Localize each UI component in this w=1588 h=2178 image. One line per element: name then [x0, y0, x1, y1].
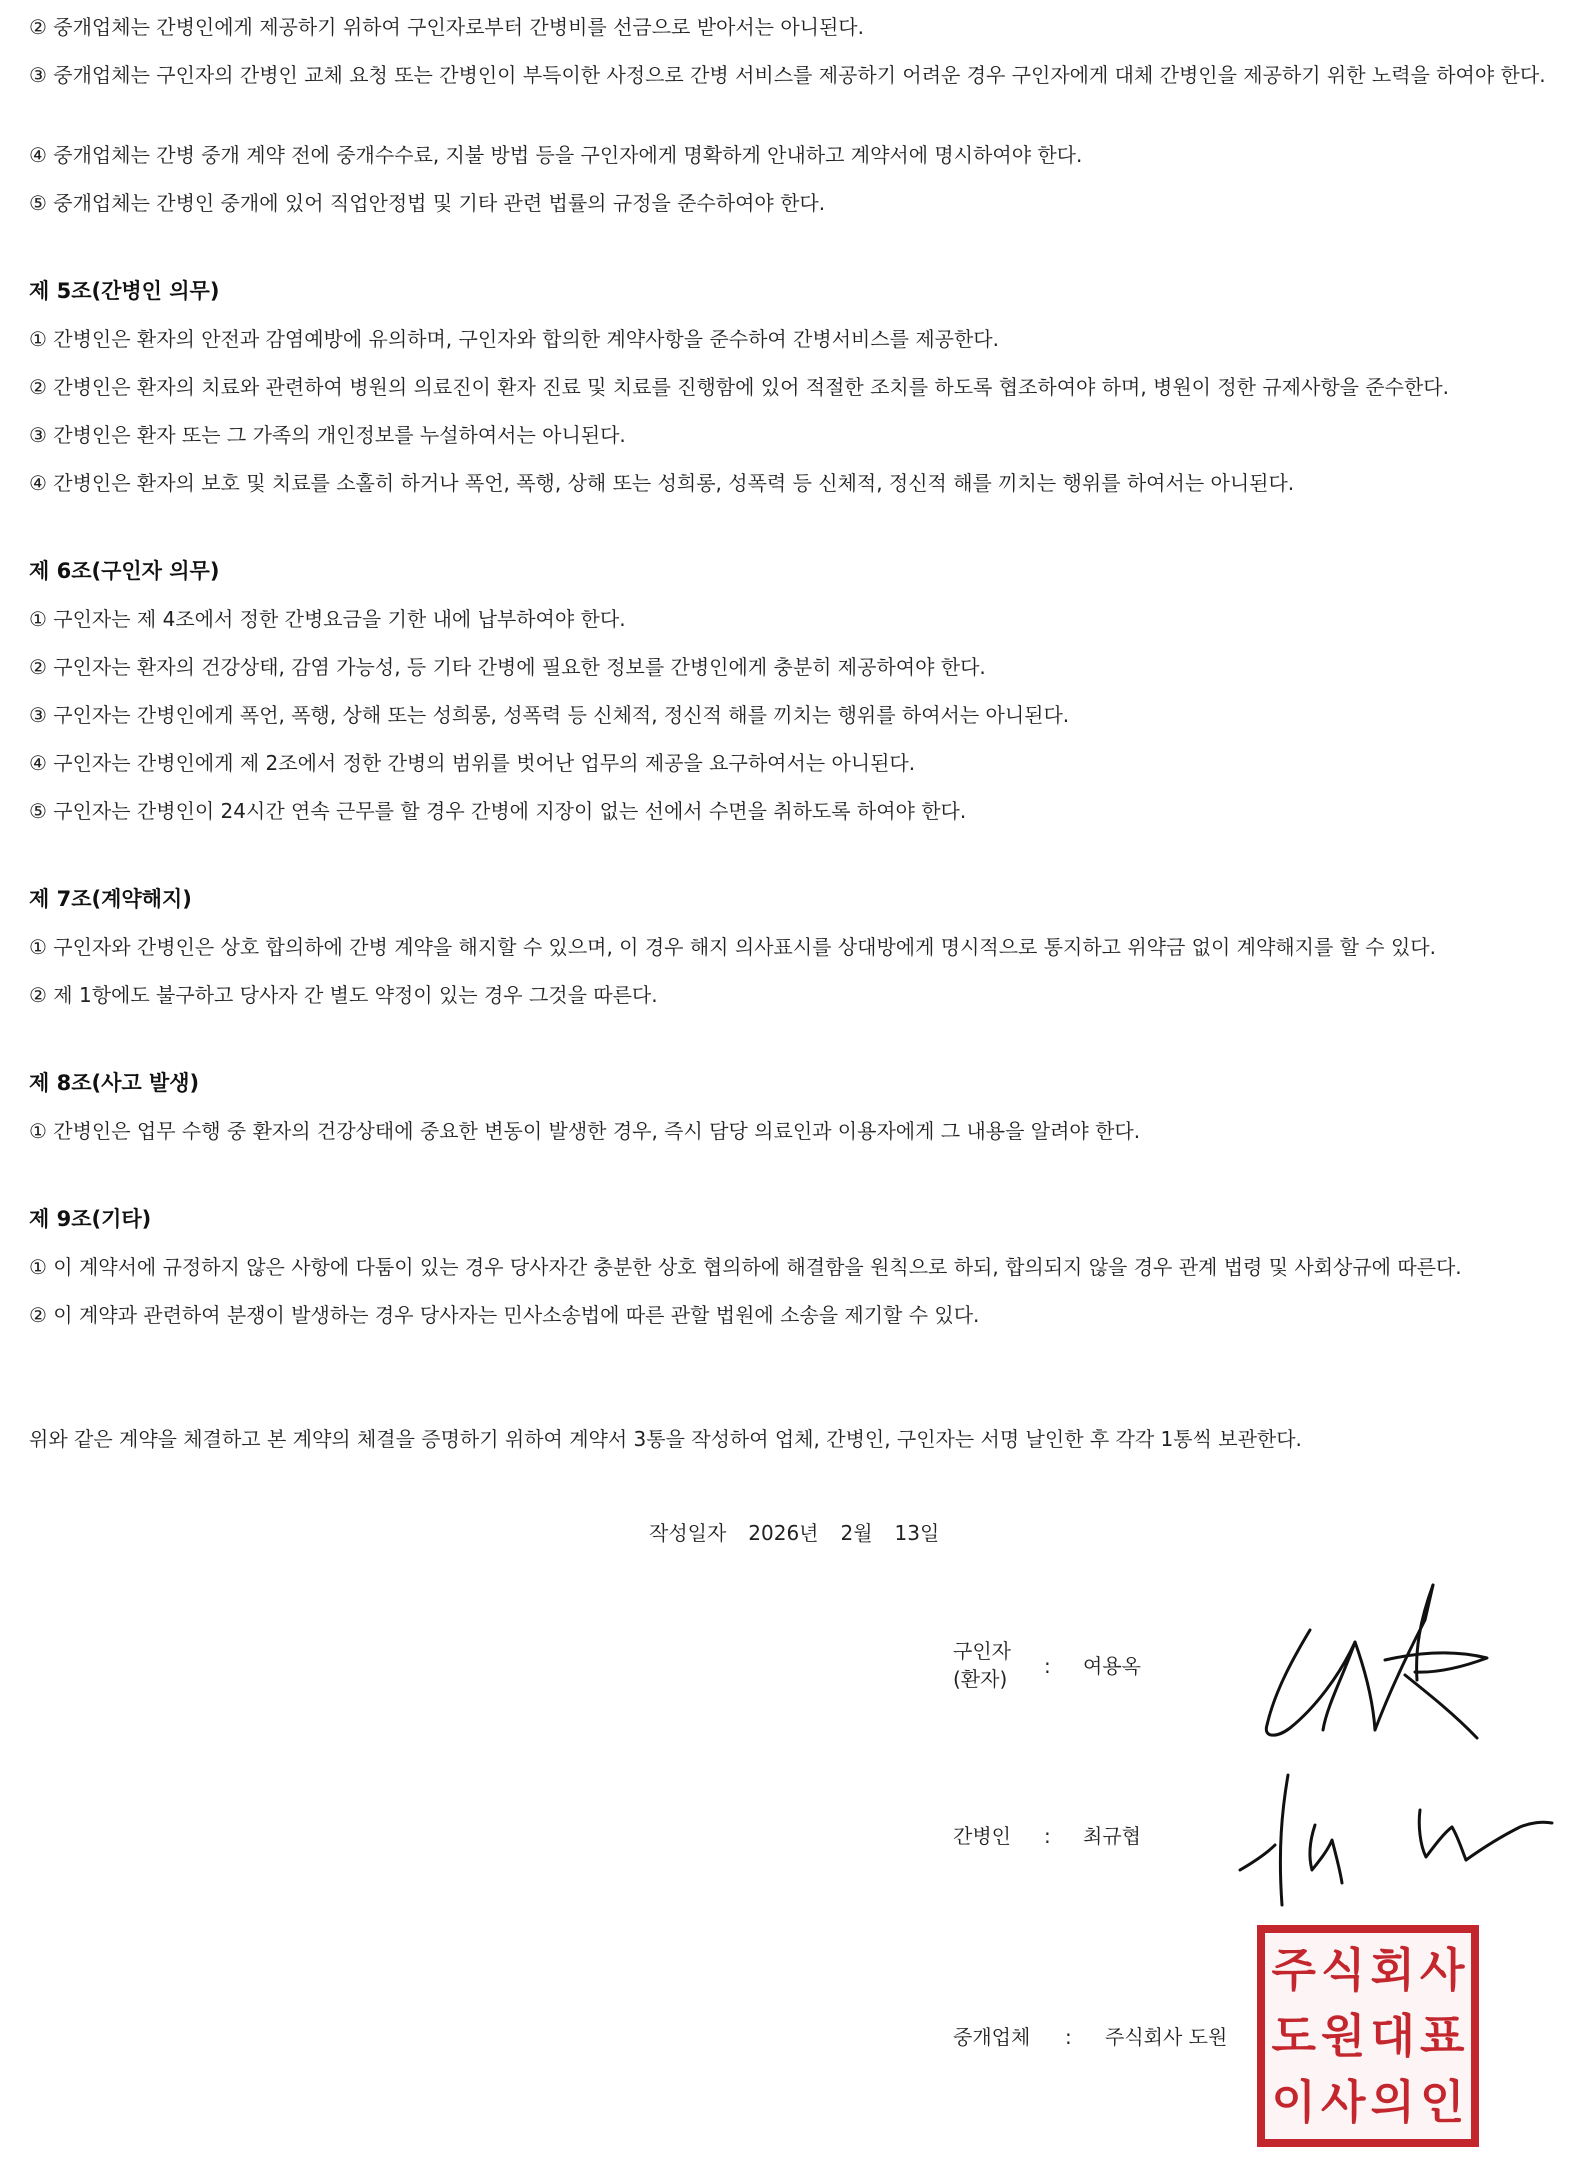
company-seal-icon: [1257, 1925, 1479, 2147]
caregiver-colon: :: [1044, 1824, 1051, 1848]
seal-char: 주: [1271, 1943, 1316, 1997]
client-label-line2: (환자): [953, 1667, 1008, 1691]
article9-heading: 제 9조(기타): [29, 1207, 152, 1231]
article6-item-3: ③ 구인자는 간병인에게 폭언, 폭행, 상해 또는 성희롱, 성폭력 등 신체적, 정신적 해를 끼치는 행위를 하여서는 아니된다.: [29, 703, 1070, 727]
seal-char: 회: [1370, 1943, 1415, 1997]
article4-item-2: ② 중개업체는 간병인에게 제공하기 위하여 구인자로부터 간병비를 선금으로 받아서는 아니된다.: [29, 15, 864, 39]
seal-char: 도: [1271, 2009, 1316, 2063]
article7-item-2: ② 제 1항에도 불구하고 당사자 간 별도 약정이 있는 경우 그것을 따른다.: [29, 983, 658, 1007]
seal-char: 표: [1420, 2009, 1465, 2063]
article5-item-4: ④ 간병인은 환자의 보호 및 치료를 소홀히 하거나 폭언, 폭행, 상해 또는 성희롱, 성폭력 등 신체적, 정신적 해를 끼치는 행위를 하여서는 아니된다.: [29, 471, 1295, 495]
article9-item-1: ① 이 계약서에 규정하지 않은 사항에 다툼이 있는 경우 당사자간 충분한 상호 협의하에 해결함을 원칙으로 하되, 합의되지 않을 경우 관계 법령 및 사회상규에 따른다.: [29, 1255, 1462, 1279]
article4-item-3: ③ 중개업체는 구인자의 간병인 교체 요청 또는 간병인이 부득이한 사정으로 간병 서비스를 제공하기 어려운 경우 구인자에게 대체 간병인을 제공하기 위한 노력을 하여야 한다.: [29, 63, 1546, 87]
seal-char: 인: [1420, 2075, 1465, 2129]
article5-item-3: ③ 간병인은 환자 또는 그 가족의 개인정보를 누설하여서는 아니된다.: [29, 423, 626, 447]
client-label-line1: 구인자: [953, 1639, 1011, 1663]
article5-heading: 제 5조(간병인 의무): [29, 279, 220, 303]
seal-char: 사: [1420, 1943, 1465, 1997]
article8-item-1: ① 간병인은 업무 수행 중 환자의 건강상태에 중요한 변동이 발생한 경우, 즉시 담당 의료인과 이용자에게 그 내용을 알려야 한다.: [29, 1119, 1141, 1143]
article4-item-5: ⑤ 중개업체는 간병인 중개에 있어 직업안정법 및 기타 관련 법률의 규정을 준수하여야 한다.: [29, 191, 826, 215]
client-label: [953, 1637, 1011, 1693]
closing-statement: 위와 같은 계약을 체결하고 본 계약의 체결을 증명하기 위하여 계약서 3통을 작성하여 업체, 간병인, 구인자는 서명 날인한 후 각각 1통씩 보관한다.: [29, 1427, 1302, 1451]
article6-heading: 제 6조(구인자 의무): [29, 559, 220, 583]
seal-char: 대: [1370, 2009, 1415, 2063]
article6-item-5: ⑤ 구인자는 간병인이 24시간 연속 근무를 할 경우 간병에 지장이 없는 선에서 수면을 취하도록 하여야 한다.: [29, 799, 967, 823]
article6-item-2: ② 구인자는 환자의 건강상태, 감염 가능성, 등 기타 간병에 필요한 정보를 간병인에게 충분히 제공하여야 한다.: [29, 655, 986, 679]
caregiver-signature-icon: [1230, 1765, 1560, 1915]
client-signature-icon: [1255, 1580, 1545, 1745]
caregiver-name: 최규협: [1083, 1824, 1141, 1848]
client-colon: :: [1044, 1654, 1051, 1678]
seal-char: 식: [1321, 1943, 1366, 1997]
article7-item-1: ① 구인자와 간병인은 상호 합의하에 간병 계약을 해지할 수 있으며, 이 경우 해지 의사표시를 상대방에게 명시적으로 통지하고 위약금 없이 계약해지를 할 수 있다.: [29, 935, 1436, 959]
seal-char: 원: [1321, 2009, 1366, 2063]
article5-item-1: ① 간병인은 환자의 안전과 감염예방에 유의하며, 구인자와 합의한 계약사항을 준수하여 간병서비스를 제공한다.: [29, 327, 999, 351]
client-name: 여용옥: [1083, 1654, 1141, 1678]
agency-label: 중개업체: [953, 2025, 1031, 2049]
article9-item-2: ② 이 계약과 관련하여 분쟁이 발생하는 경우 당사자는 민사소송법에 따른 관할 법원에 소송을 제기할 수 있다.: [29, 1303, 980, 1327]
article6-item-4: ④ 구인자는 간병인에게 제 2조에서 정한 간병의 범위를 벗어난 업무의 제공을 요구하여서는 아니된다.: [29, 751, 916, 775]
seal-char: 의: [1370, 2075, 1415, 2129]
seal-char: 사: [1321, 2075, 1366, 2129]
date-day: 13일: [894, 1521, 940, 1545]
date-line: [649, 1518, 939, 1548]
article6-item-1: ① 구인자는 제 4조에서 정한 간병요금을 기한 내에 납부하여야 한다.: [29, 607, 626, 631]
article5-item-2: ② 간병인은 환자의 치료와 관련하여 병원의 의료진이 환자 진료 및 치료를 진행함에 있어 적절한 조치를 하도록 협조하여야 하며, 병원이 정한 규제사항을 준수한다.: [29, 375, 1449, 399]
caregiver-label: 간병인: [953, 1824, 1011, 1848]
article4-item-4: ④ 중개업체는 간병 중개 계약 전에 중개수수료, 지불 방법 등을 구인자에게 명확하게 안내하고 계약서에 명시하여야 한다.: [29, 143, 1083, 167]
article7-heading: 제 7조(계약해지): [29, 887, 192, 911]
date-month: 2월: [840, 1521, 873, 1545]
seal-char: 이: [1271, 2075, 1316, 2129]
article8-heading: 제 8조(사고 발생): [29, 1071, 200, 1095]
date-label: 작성일자: [649, 1521, 727, 1545]
agency-colon: :: [1065, 2025, 1072, 2049]
date-year: 2026년: [748, 1521, 819, 1545]
agency-name: 주식회사 도원: [1105, 2025, 1228, 2049]
